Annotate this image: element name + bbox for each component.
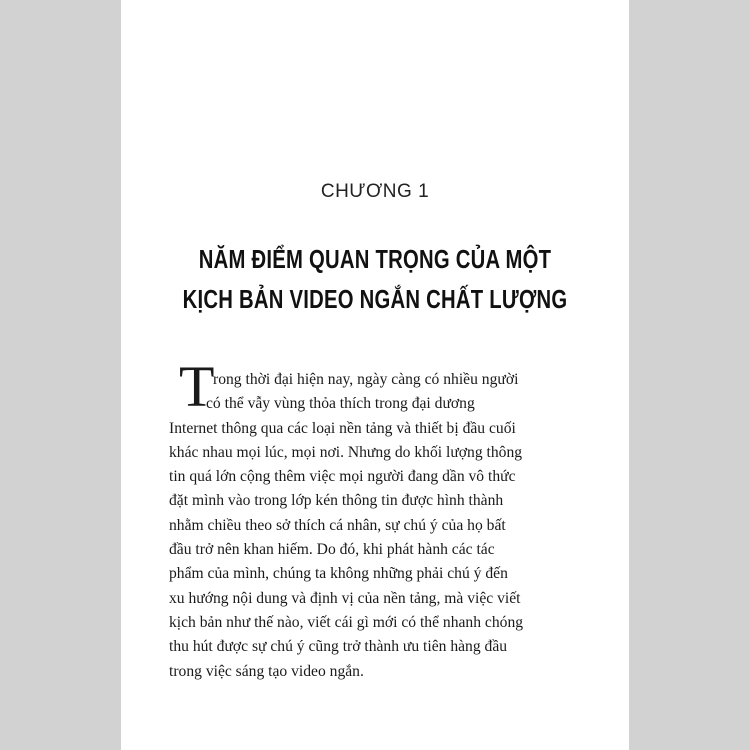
book-page	[121, 0, 629, 750]
body-line-2: có thể vẫy vùng thỏa thích trong đại dương	[206, 395, 475, 413]
body-line-13: trong việc sáng tạo video ngắn.	[169, 662, 364, 680]
body-line-3: Internet thông qua các loại nền tảng và thiết bị đầu cuối	[169, 419, 516, 437]
body-line-7: nhằm chiều theo sở thích cá nhân, sự chú ý của họ bất	[169, 516, 506, 534]
body-line-8: đầu trở nên khan hiếm. Do đó, khi phát hành các tác	[169, 541, 495, 559]
body-paragraph	[169, 354, 579, 684]
body-line-6: đặt mình vào trong lớp kén thông tin được hình thành	[169, 492, 504, 510]
chapter-title	[177, 239, 573, 319]
body-line-10: xu hướng nội dung và định vị của nền tảng, mà việc viết	[169, 589, 521, 607]
body-line-1-text: rong thời đại hiện nay, ngày càng có nhiều người	[213, 371, 519, 388]
chapter-label: CHƯƠNG 1	[320, 181, 430, 202]
body-line-5: tin quá lớn cộng thêm việc mọi người đang dần vô thức	[169, 468, 516, 486]
body-line-11: kịch bản như thế nào, viết cái gì mới có thể nhanh chóng	[169, 613, 524, 631]
chapter-title-line-1: NĂM ĐIỂM QUAN TRỌNG CỦA MỘT	[198, 244, 552, 274]
drop-cap: T	[179, 354, 215, 419]
body-line-4: khác nhau mọi lúc, mọi nơi. Nhưng do khối lượng thông	[169, 443, 523, 461]
body-line-12: thu hút được sự chú ý cũng trở thành ưu tiên hàng đầu	[169, 638, 508, 656]
chapter-title-line-2: KỊCH BẢN VIDEO NGẮN CHẤT LƯỢNG	[182, 284, 568, 314]
body-line-9: phẩm của mình, chúng ta không những phải chú ý đến	[169, 565, 508, 583]
